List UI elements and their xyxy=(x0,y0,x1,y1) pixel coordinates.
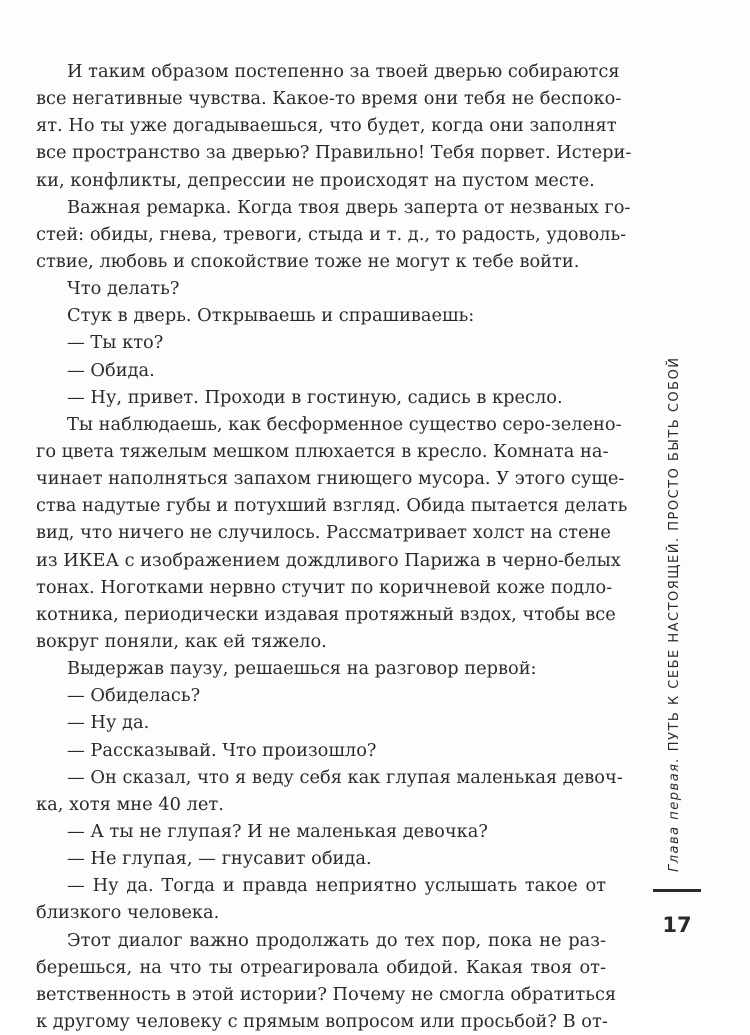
running-head xyxy=(667,356,682,872)
folio-rule xyxy=(653,889,701,892)
text-line: — Он сказал, что я веду себя как глупая маленькая девоч- xyxy=(67,766,623,788)
chapter-label: Глава первая. xyxy=(667,756,682,872)
text-line: — Обида. xyxy=(67,359,155,381)
text-line: ствие, любовь и спокойствие тоже не могут к тебе войти. xyxy=(36,250,580,272)
text-line: Важная ремарка. Когда твоя дверь заперта от незваных го- xyxy=(67,196,631,218)
page-number: 17 xyxy=(662,913,692,937)
text-line: стей: обиды, гнева, тревоги, стыда и т. д., то радость, удоволь- xyxy=(36,223,627,245)
text-line: Выдержав паузу, решаешься на разговор первой: xyxy=(67,658,537,680)
text-line: к другому человеку с прямым вопросом или просьбой? В от- xyxy=(36,1010,608,1032)
text-line: ки, конфликты, депрессии не происходят на пустом месте. xyxy=(36,169,595,191)
text-line: ства надутые губы и потухший взгляд. Обида пытается делать xyxy=(36,495,628,517)
text-line: Стук в дверь. Открываешь и спрашиваешь: xyxy=(67,305,475,327)
text-line: из ИКЕА с изображением дождливого Парижа в черно-белых xyxy=(36,549,621,571)
text-line: — Рассказывай. Что произошло? xyxy=(67,739,377,761)
text-line: — Ну да. xyxy=(67,712,150,734)
text-line: — Обиделась? xyxy=(67,685,201,707)
text-line: тонах. Ноготками нервно стучит по коричневой коже подло- xyxy=(36,576,613,598)
text-line: чинает наполняться запахом гниющего мусора. У этого суще- xyxy=(36,468,625,490)
text-line: ка, хотя мне 40 лет. xyxy=(36,793,224,815)
text-line: Что делать? xyxy=(67,278,180,300)
text-line: близкого человека. xyxy=(36,902,220,924)
text-line: — А ты не глупая? И не маленькая девочка? xyxy=(67,820,488,842)
text-line: — Не глупая, — гнусавит обида. xyxy=(67,848,372,870)
text-line: Ты наблюдаешь, как бесформенное существо серо-зелено- xyxy=(67,413,622,435)
text-line: И таким образом постепенно за твоей дверью собираются xyxy=(67,61,620,82)
text-line: — Ну, привет. Проходи в гостиную, садись в кресло. xyxy=(67,386,563,408)
text-line: — Ты кто? xyxy=(67,332,164,354)
text-line: берешься, на что ты отреагировала обидой. Какая твоя от- xyxy=(36,956,606,978)
text-line: — Ну да. Тогда и правда неприятно услышать такое от xyxy=(67,875,606,897)
text-line: все пространство за дверью? Правильно! Тебя порвет. Истери- xyxy=(36,142,632,164)
text-line: котника, периодически издавая протяжный вздох, чтобы все xyxy=(36,603,616,625)
chapter-title: ПУТЬ К СЕБЕ НАСТОЯЩЕЙ. ПРОСТО БЫТЬ СОБОЙ xyxy=(667,356,682,752)
text-line: ветственность в этой истории? Почему не смогла обратиться xyxy=(36,983,617,1005)
body-text xyxy=(36,58,632,1035)
text-line: го цвета тяжелым мешком плюхается в кресло. Комната на- xyxy=(36,440,609,462)
text-line: вокруг поняли, как ей тяжело. xyxy=(36,630,327,652)
text-line: все негативные чувства. Какое-то время они тебя не беспоко- xyxy=(36,88,622,110)
text-line: Этот диалог важно продолжать до тех пор, пока не раз- xyxy=(67,929,606,951)
text-line: ят. Но ты уже догадываешься, что будет, когда они заполнят xyxy=(36,115,617,137)
text-line: вид, что ничего не случилось. Рассматривает холст на стене xyxy=(36,522,611,544)
